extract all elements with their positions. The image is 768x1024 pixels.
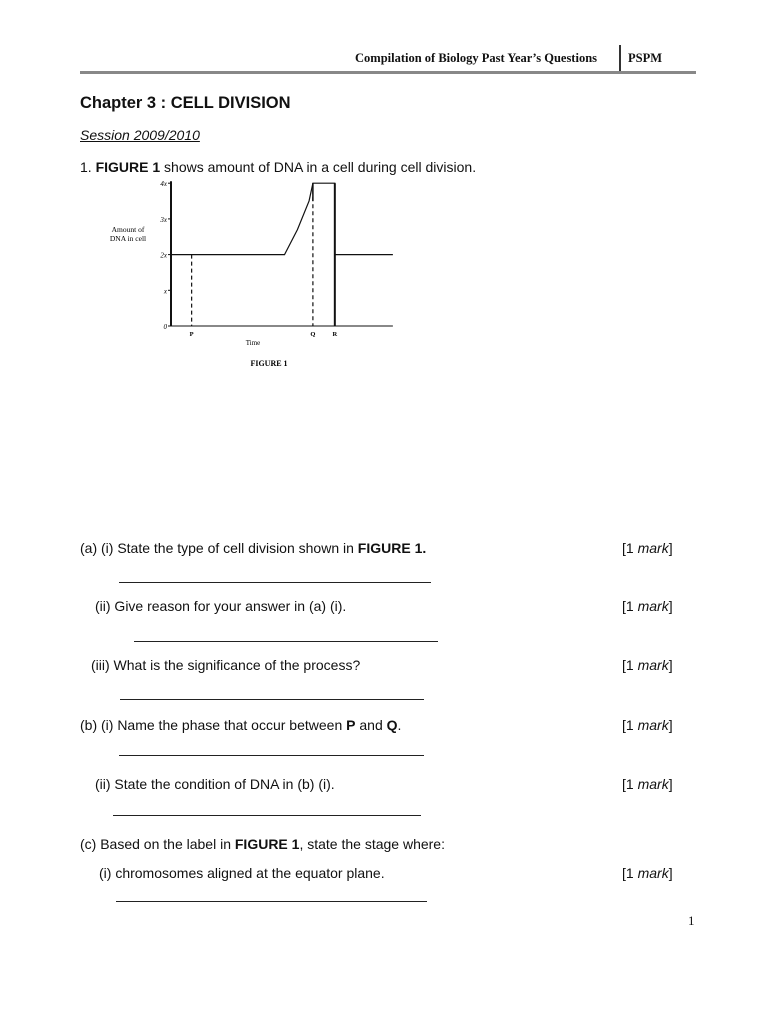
question-a-iii [91, 657, 360, 673]
question-c-i-text: (i) chromosomes aligned at the equator plane. [99, 865, 385, 881]
answer-line-b-ii[interactable] [113, 815, 421, 816]
y-tick-label: 2x [160, 251, 167, 260]
mark-b-ii: [1 mark] [622, 776, 673, 792]
mark-b-i: [1 mark] [622, 717, 673, 733]
header-rule [80, 71, 696, 74]
figure-reference: FIGURE 1 [95, 159, 161, 175]
question-a-ii [95, 598, 346, 614]
mark-c-i-label [626, 865, 669, 881]
mark-word: mark [637, 717, 669, 733]
answer-line-a-iii[interactable] [120, 699, 424, 700]
question-1-intro [80, 159, 476, 175]
mark-word: mark [637, 540, 669, 556]
mark-b-i-label [626, 717, 669, 733]
question-b-i-text: (b) (i) Name the phase that occur between [80, 717, 347, 733]
question-c-bold: FIGURE 1 [234, 836, 300, 852]
question-a-i-bold: FIGURE 1. [357, 540, 427, 556]
mark-a-iii: [1 mark] [622, 657, 673, 673]
x-label-q: Q [310, 331, 316, 338]
mark-word: mark [637, 776, 669, 792]
mark-count: 1 [625, 598, 638, 614]
mark-a-ii: [1 mark] [622, 598, 673, 614]
question-c-i [99, 865, 385, 881]
y-axis-label-line1: Amount of [111, 225, 145, 234]
session-label: Session 2009/2010 [80, 127, 200, 143]
y-tick-label: 3x [160, 215, 167, 224]
answer-line-a-i[interactable] [119, 582, 431, 583]
answer-line-b-i[interactable] [119, 755, 424, 756]
question-c [80, 836, 445, 852]
header-title: Compilation of Biology Past Year’s Questions [355, 51, 598, 65]
mark-a-i: [1 mark] [622, 540, 673, 556]
mark-word: mark [637, 657, 669, 673]
y-tick-label: 0 [163, 323, 167, 331]
question-b-i-tail: . [397, 717, 402, 733]
header-separator [619, 45, 621, 72]
question-b-ii [95, 776, 335, 792]
mark-count: 1 [625, 540, 638, 556]
answer-line-c-i[interactable] [116, 901, 427, 902]
question-b-ii-text: (ii) State the condition of DNA in (b) (i). [95, 776, 335, 792]
dna-amount-chart [106, 176, 406, 376]
question-b-i-mid: and [355, 717, 387, 733]
mark-a-ii-label [626, 598, 669, 614]
question-a-i-text: (a) (i) State the type of cell division shown in [80, 540, 358, 556]
question-a-iii-text: (iii) What is the significance of the process? [91, 657, 361, 673]
mark-count: 1 [625, 865, 638, 881]
y-tick-label: x [163, 287, 167, 296]
question-b-i-bold-p: P [346, 717, 356, 733]
mark-a-i-label [626, 540, 669, 556]
header-tag: PSPM [628, 51, 663, 65]
mark-c-i: [1 mark] [622, 865, 673, 881]
question-c-tail: , state the stage where: [299, 836, 445, 852]
x-label-r: R [332, 331, 338, 338]
chapter-title: Chapter 3 : CELL DIVISION [80, 94, 291, 112]
question-a-ii-text: (ii) Give reason for your answer in (a) (i). [95, 598, 347, 614]
answer-line-a-ii[interactable] [134, 641, 438, 642]
y-axis-label-line2: DNA in cell [109, 234, 147, 243]
mark-word: mark [637, 865, 669, 881]
question-a-i [80, 540, 426, 556]
page-number: 1 [688, 913, 695, 928]
dna-series-line [171, 183, 393, 254]
mark-count: 1 [625, 717, 638, 733]
question-c-text: (c) Based on the label in [80, 836, 235, 852]
x-label-p: P [189, 331, 194, 338]
question-b-i-bold-q: Q [386, 717, 398, 733]
x-axis-label: Time [245, 339, 261, 347]
question-b-i [80, 717, 401, 733]
mark-count: 1 [625, 776, 638, 792]
mark-a-iii-label [626, 657, 669, 673]
mark-word: mark [637, 598, 669, 614]
chart-title: FIGURE 1 [250, 359, 288, 368]
mark-b-ii-label [626, 776, 669, 792]
question-text: shows amount of DNA in a cell during cell division. [160, 159, 477, 175]
question-number: 1. [80, 159, 92, 175]
mark-count: 1 [625, 657, 638, 673]
y-tick-label: 4x [160, 180, 167, 189]
